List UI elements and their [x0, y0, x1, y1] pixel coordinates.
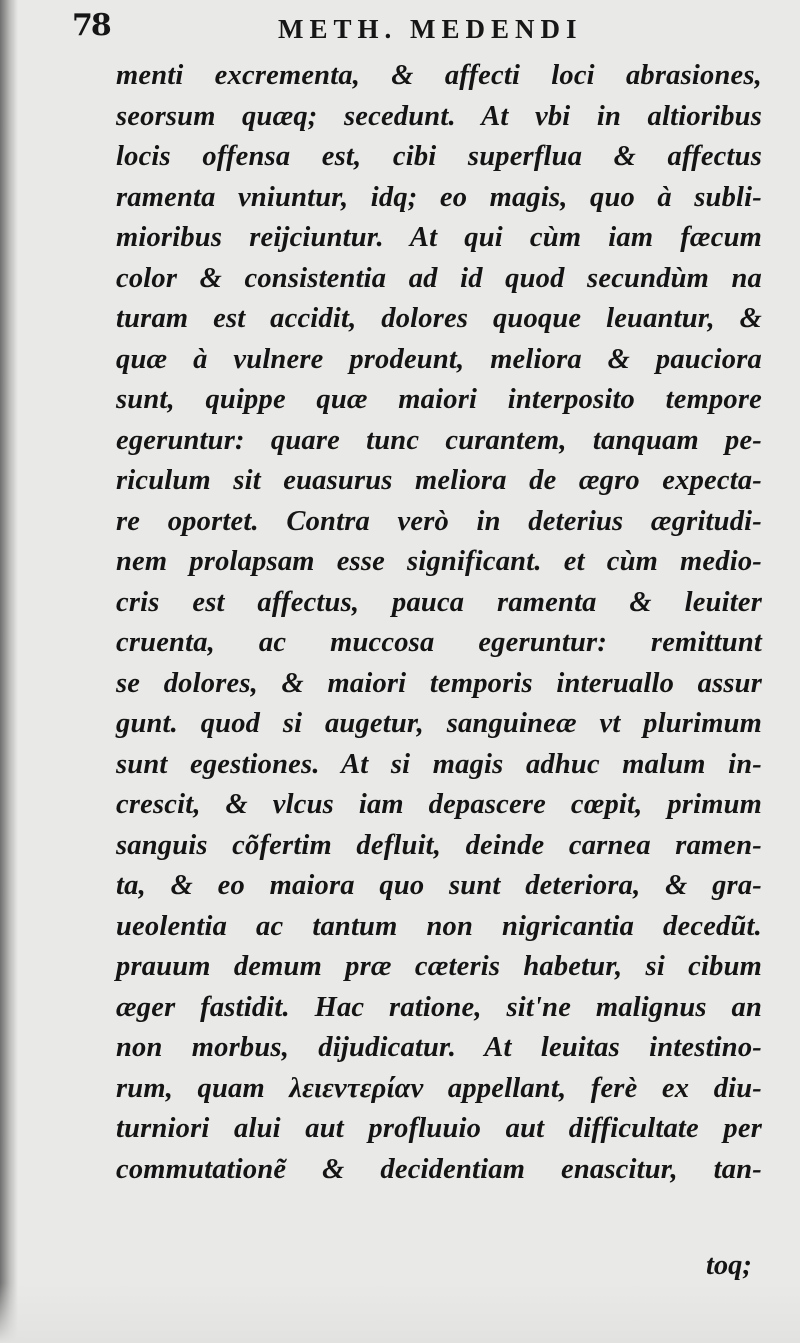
text-line: æger fastidit. Hac ratione, sit'ne malignus an: [116, 991, 762, 1023]
page-header: [58, 8, 758, 54]
text-line: turam est accidit, dolores quoque leuantur, &: [116, 303, 762, 334]
text-line: egeruntur: quare tunc curantem, tanquam pe-: [116, 424, 762, 456]
text-line: turniori alui aut profluuio aut difficultate per: [116, 1113, 762, 1144]
text-line: nem prolapsam esse significant. et cùm medio-: [116, 546, 762, 577]
text-line: rum, quam λειεντερίαν appellant, ferè ex diu-: [116, 1072, 762, 1104]
text-block: [116, 56, 762, 1190]
text-line: riculum sit euasurus meliora de ægro expecta-: [116, 465, 762, 496]
text-line: re oportet. Contra verò in deterius ægritudi-: [116, 505, 762, 537]
text-line: sanguis cõfertim defluit, deinde carnea ramen-: [116, 829, 762, 861]
text-line: ueolentia ac tantum non nigricantia decedũt.: [116, 910, 762, 942]
catchword: toq;: [706, 1250, 752, 1281]
page-number: 78: [72, 8, 110, 43]
text-line: seorsum quæq; secedunt. At vbi in altioribus: [116, 100, 762, 132]
text-line: cruenta, ac muccosa egeruntur: remittunt: [116, 627, 762, 658]
text-line: cris est affectus, pauca ramenta & leuiter: [116, 586, 762, 618]
text-line: commutationẽ & decidentiam enascitur, tan-: [116, 1153, 762, 1185]
running-head: METH. MEDENDI: [278, 14, 583, 44]
text-line: menti excrementa, & affecti loci abrasiones,: [116, 60, 762, 91]
text-line: ramenta vniuntur, idq; eo magis, quo à subli-: [116, 181, 762, 213]
text-line: crescit, & vlcus iam depascere cœpit, primum: [116, 789, 762, 820]
text-line: sunt, quippe quæ maiori interposito tempore: [116, 384, 762, 415]
page-bottom-margin: [0, 1283, 800, 1343]
page-gutter-shadow: [0, 0, 18, 1343]
text-line: quæ à vulnere prodeunt, meliora & pauciora: [116, 343, 762, 375]
text-line: mioribus reijciuntur. At qui cùm iam fæcum: [116, 222, 762, 253]
text-line: prauum demum præ cæteris habetur, si cibum: [116, 951, 762, 982]
text-line: se dolores, & maiori temporis interuallo assur: [116, 667, 762, 699]
text-line: non morbus, dijudicatur. At leuitas intestino-: [116, 1032, 762, 1063]
text-line: ta, & eo maiora quo sunt deteriora, & gra-: [116, 870, 762, 901]
text-line: locis offensa est, cibi superflua & affectus: [116, 141, 762, 172]
text-line: sunt egestiones. At si magis adhuc malum in-: [116, 748, 762, 780]
text-line: gunt. quod si augetur, sanguineæ vt plurimum: [116, 708, 762, 739]
text-line: color & consistentia ad id quod secundùm na: [116, 262, 762, 294]
